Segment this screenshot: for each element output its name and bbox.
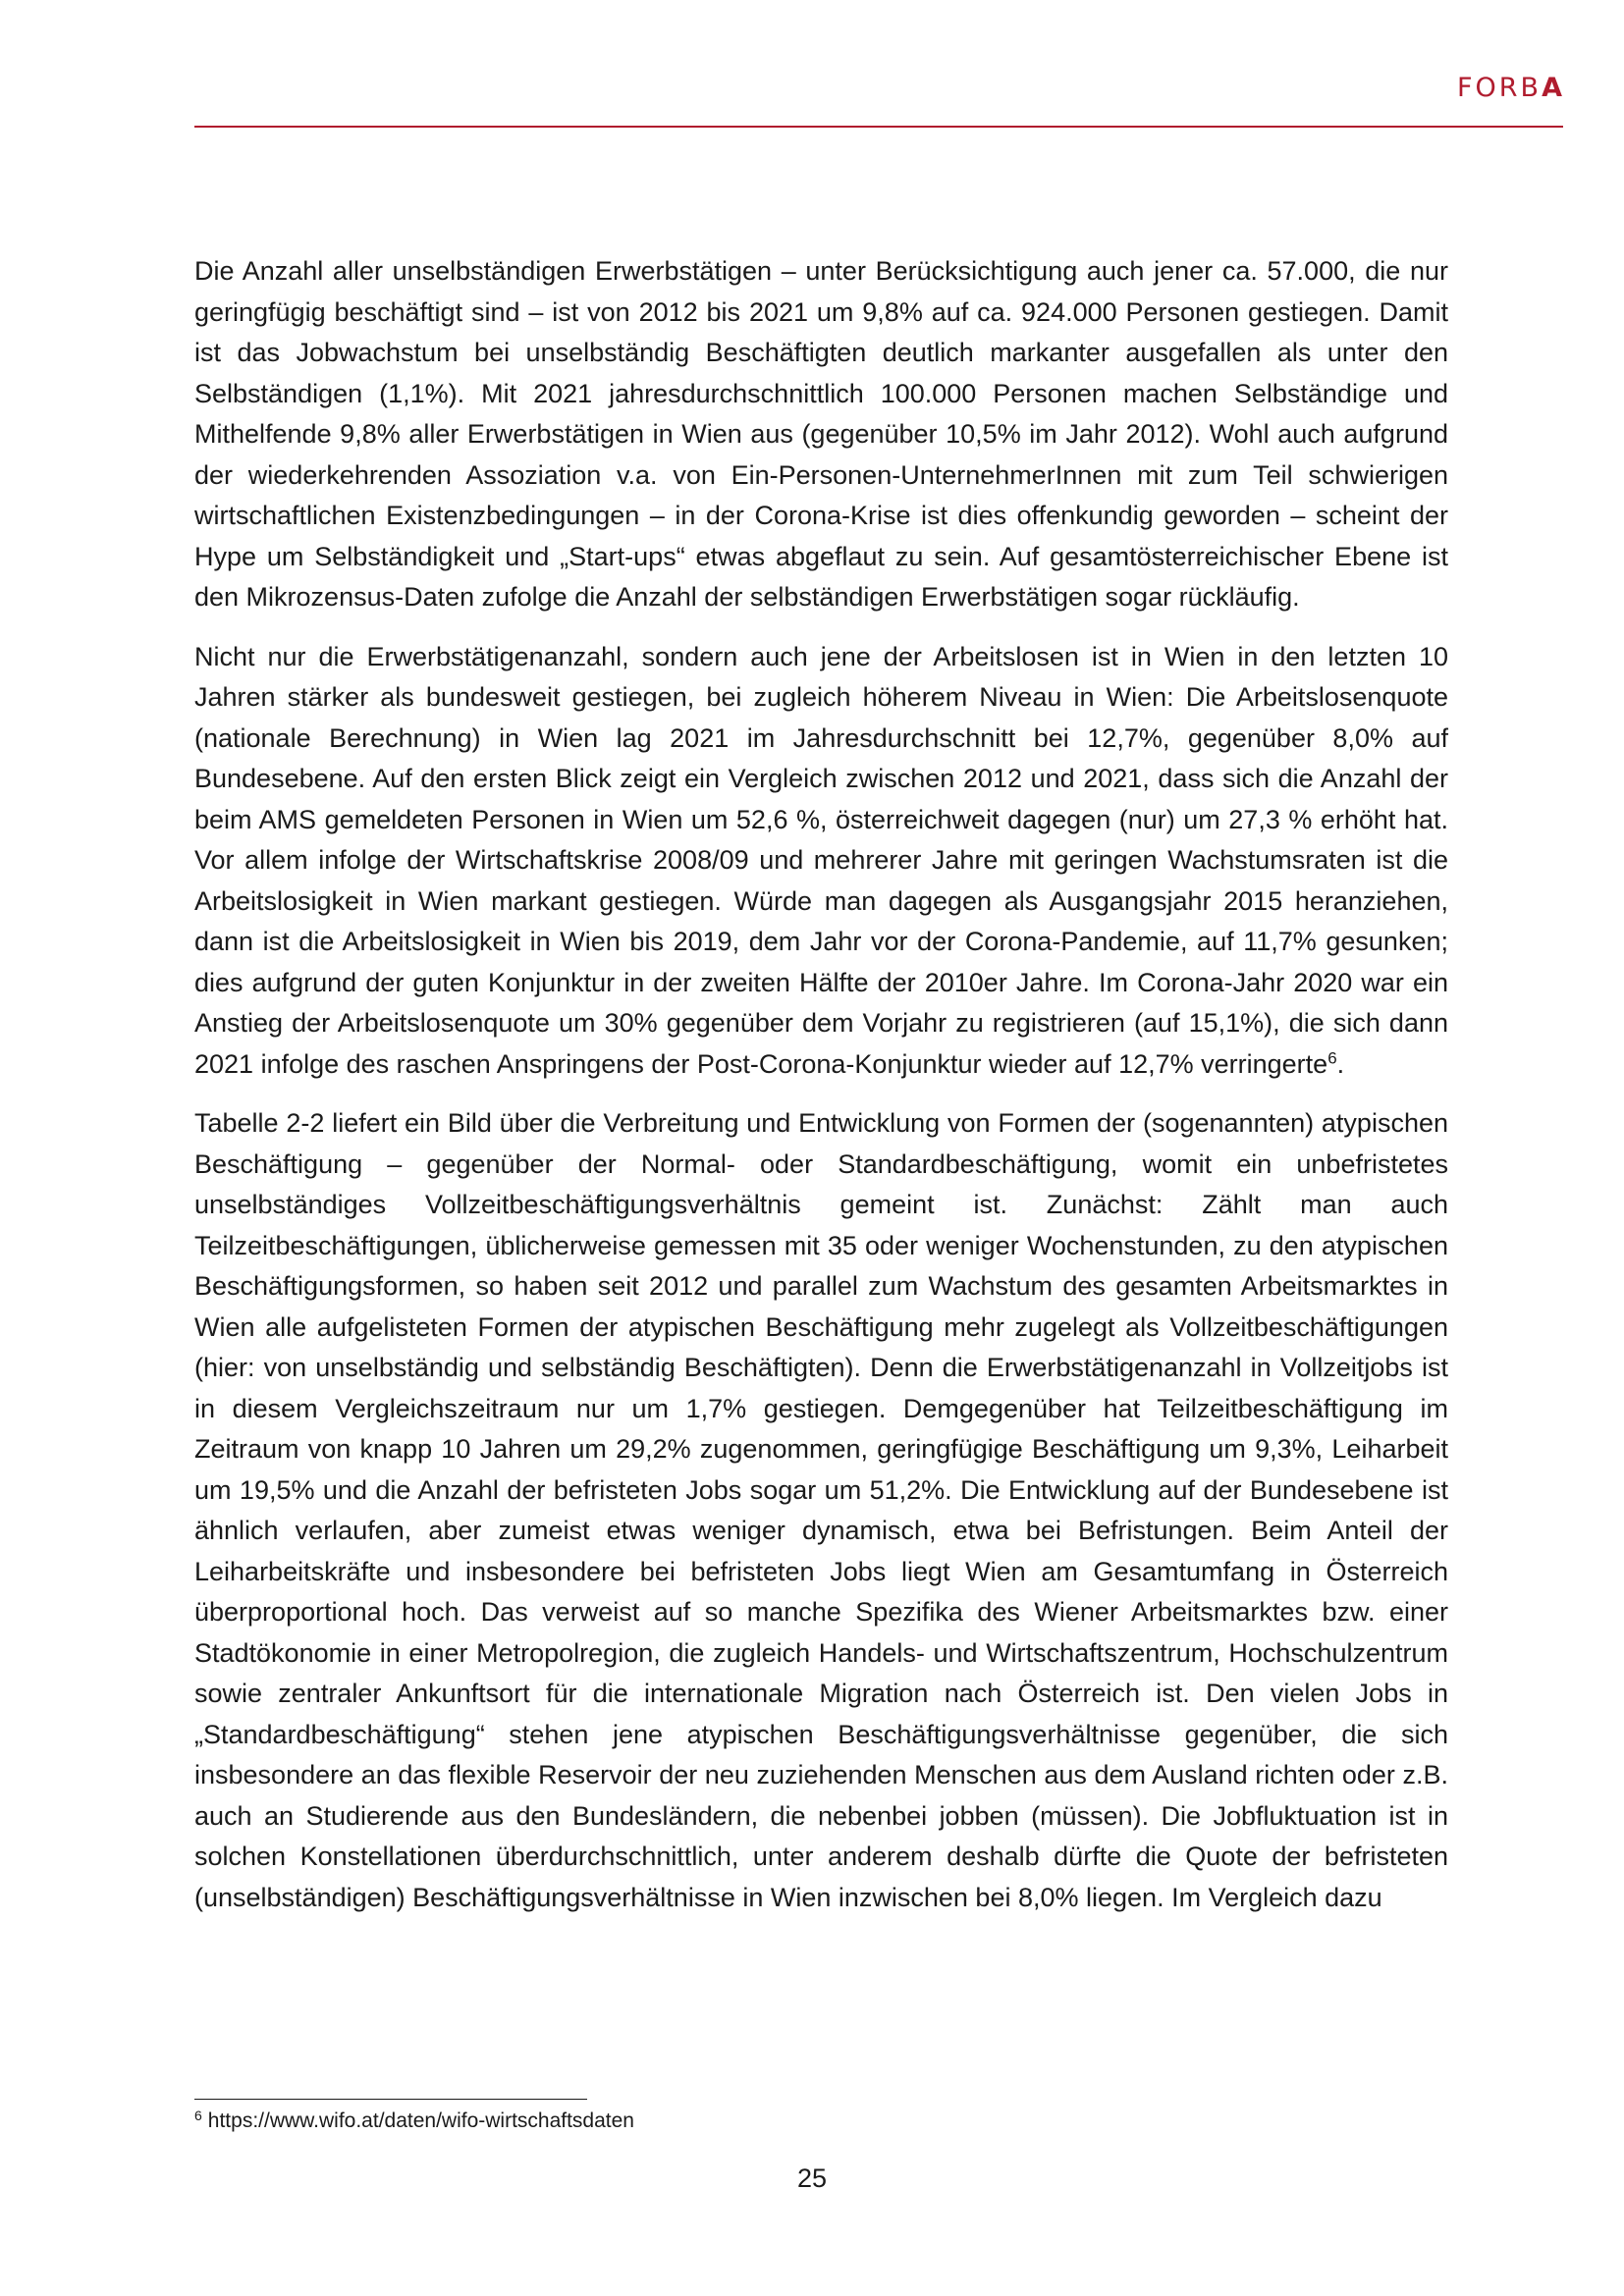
header-divider bbox=[194, 126, 1563, 128]
page-number: 25 bbox=[796, 2163, 828, 2193]
paragraph-tail: . bbox=[1336, 1048, 1345, 1079]
paragraph-atypical-employment: Tabelle 2-2 liefert ein Bild über die Verbreitung und Entwicklung von Formen der (sogenannten) atypischen Beschäftigung – gegenüber der Normal- oder Standardbeschäftigung, womit ein unbefristetes unselbständiges Vollzeitbeschäftigungsverhältnis gemeint ist. Zunächst: Zählt man auch Teilzeitbeschäftigungen, üblicherweise gemessen mit 35 oder weniger Wochenstunden, zu den atypischen Beschäftigungsformen, so haben seit 2012 und parallel zum Wachstum des gesamten Arbeitsmarktes in Wien alle aufgelisteten Formen der atypischen Beschäftigung mehr zugelegt als Vollzeitbeschäftigungen (hier: von unselbständig und selbständig Beschäftigten). Denn die Erwerbstätigenanzahl in Vollzeitjobs ist in diesem Vergleichszeitraum nur um 1,7% gestiegen. Demgegenüber hat Teilzeitbeschäftigung im Zeitraum von knapp 10 Jahren um 29,2% zugenommen, geringfügige Beschäftigung um 9,3%, Leiharbeit um 19,5% und die Anzahl der befristeten Jobs sogar um 51,2%. Die Entwicklung auf der Bundesebene ist ähnlich verlaufen, aber zumeist etwas weniger dynamisch, etwa bei Befristungen. Beim Anteil der Leiharbeitskräfte und insbesondere bei befristeten Jobs liegt Wien am Gesamtumfang in Österreich überproportional hoch. Das verweist auf so manche Spezifika des Wiener Arbeitsmarktes bzw. einer Stadtökonomie in einer Metropolregion, die zugleich Handels- und Wirtschaftszentrum, Hochschulzentrum sowie zentraler Ankunftsort für die internationale Migration nach Österreich ist. Den vielen Jobs in „Standardbeschäftigung“ stehen jene atypischen Beschäftigungsverhältnisse gegenüber, die sich insbesondere an das flexible Reservoir der neu zuziehenden Menschen aus dem Ausland richten oder z.B. auch an Studierende aus den Bundesländern, die nebenbei jobben (müssen). Die Jobfluktuation ist in solchen Konstellationen überdurchschnittlich, unter anderem deshalb dürfte die Quote der befristeten (unselbständigen) Beschäftigungsverhältnisse in Wien inzwischen bei 8,0% liegen. Im Vergleich dazu bbox=[194, 1108, 1448, 1912]
paragraph-text: Nicht nur die Erwerbstätigenanzahl, sondern auch jene der Arbeitslosen ist in Wien in den letzten 10 Jahren stärker als bundesweit gestiegen, bei zugleich höherem Niveau in Wien: Die Arbeitslosenquote (nationale Berechnung) in Wien lag 2021 im Jahresdurchschnitt bei 12,7%, gegenüber 8,0% auf Bundesebene. Auf den ersten Blick zeigt ein Vergleich zwischen 2012 und 2021, dass sich die Anzahl der beim AMS gemeldeten Personen in Wien um 52,6 %, österreichweit dagegen (nur) um 27,3 % erhöht hat. Vor allem infolge der Wirtschaftskrise 2008/09 und mehrerer Jahre mit geringen Wachstumsraten ist die Arbeitslosigkeit in Wien markant gestiegen. Würde man dagegen als Ausgangsjahr 2015 heranziehen, dann ist die Arbeitslosigkeit in Wien bis 2019, dem Jahr vor der Corona-Pandemie, auf 11,7% gesunken; dies aufgrund der guten Konjunktur in der zweiten Hälfte der 2010er Jahre. Im Corona-Jahr 2020 war ein Anstieg der Arbeitslosenquote um 30% gegenüber dem Vorjahr zu registrieren (auf 15,1%), die sich dann 2021 infolge des raschen Anspringens der Post-Corona-Konjunktur wieder auf 12,7% verringerte bbox=[194, 641, 1448, 1079]
footnote-divider bbox=[194, 2099, 587, 2100]
footnote-reference[interactable]: 6 bbox=[1327, 1048, 1337, 1068]
paragraph-employment: Die Anzahl aller unselbständigen Erwerbstätigen – unter Berücksichtigung auch jener ca. 57.000, die nur geringfügig beschäftigt sind – ist von 2012 bis 2021 um 9,8% auf ca. 924.000 Personen gestiegen. Damit ist das Jobwachstum bei unselbständig Beschäftigten deutlich markanter ausgefallen als unter den Selbständigen (1,1%). Mit 2021 jahresdurchschnittlich 100.000 Personen machen Selbständige und Mithelfende 9,8% aller Erwerbstätigen in Wien aus (gegenüber 10,5% im Jahr 2012). Wohl auch aufgrund der wiederkehrenden Assoziation v.a. von Ein-Personen-UnternehmerInnen mit zum Teil schwierigen wirtschaftlichen Existenzbedingungen – in der Corona-Krise ist dies offenkundig geworden – scheint der Hype um Selbständigkeit und „Start-ups“ etwas abgeflaut zu sein. Auf gesamtösterreichischer Ebene ist den Mikrozensus-Daten zufolge die Anzahl der selbständigen Erwerbstätigen sogar rückläufig. bbox=[194, 256, 1448, 612]
forba-logo bbox=[1271, 73, 1565, 103]
footnote-link[interactable]: https://www.wifo.at/daten/wifo-wirtschaftsdaten bbox=[207, 2109, 634, 2132]
body-text bbox=[194, 251, 1448, 1937]
paragraph-unemployment bbox=[194, 637, 1448, 1086]
logo-text: FORB bbox=[1457, 73, 1543, 103]
footnote-number: 6 bbox=[194, 2108, 202, 2123]
logo-accent-letter: A bbox=[1542, 73, 1565, 103]
footnote bbox=[194, 2108, 1176, 2135]
